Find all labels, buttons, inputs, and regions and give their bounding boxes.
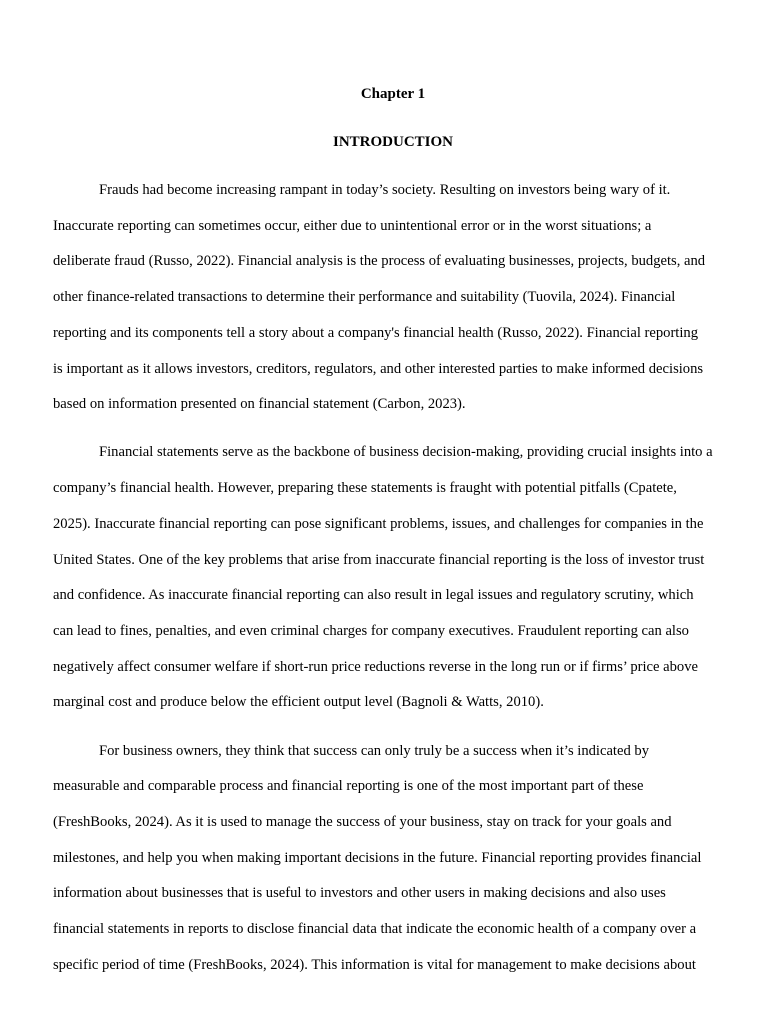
paragraph-1 — [53, 173, 743, 423]
text-line: other finance-related transactions to determine their performance and suitability (Tuovila, 2024). Financial — [53, 289, 676, 306]
text-line: is important as it allows investors, creditors, regulators, and other interested parties to make informed decisions — [53, 360, 704, 377]
paragraph-2 — [53, 435, 743, 721]
text-line: negatively affect consumer welfare if short-run price reductions reverse in the long run or if firms’ price above — [53, 658, 698, 675]
text-line: company’s financial health. However, preparing these statements is fraught with potential pitfalls (Cpatete, — [53, 480, 677, 497]
text-line: and confidence. As inaccurate financial reporting can also result in legal issues and regulatory scrutiny, which — [53, 587, 694, 604]
text-line: measurable and comparable process and financial reporting is one of the most important part of these — [53, 778, 644, 795]
text-line: can lead to fines, penalties, and even criminal charges for company executives. Fraudulent reporting can also — [53, 622, 689, 639]
text-line: Frauds had become increasing rampant in today’s society. Resulting on investors being wary of it. — [99, 182, 671, 198]
text-line: (FreshBooks, 2024). As it is used to manage the success of your business, stay on track for your goals and — [53, 813, 672, 830]
text-line: Inaccurate reporting can sometimes occur, either due to unintentional error or in the worst situations; a — [53, 217, 652, 234]
chapter-heading: Chapter 1 — [360, 86, 426, 102]
text-line: For business owners, they think that success can only truly be a success when it’s indicated by — [99, 742, 649, 759]
text-line: Financial statements serve as the backbone of business decision-making, providing crucial insights into a — [99, 444, 713, 461]
document-body — [53, 173, 743, 996]
text-line: information about businesses that is useful to investors and other users in making decisions and also uses — [53, 885, 666, 902]
text-line: deliberate fraud (Russo, 2022). Financial analysis is the process of evaluating businesses, projects, budgets, and — [53, 253, 706, 270]
text-line: United States. One of the key problems that arise from inaccurate financial reporting is the loss of investor trust — [53, 551, 705, 568]
text-line: specific period of time (FreshBooks, 2024). This information is vital for management to make decisions about — [53, 956, 696, 973]
section-heading: INTRODUCTION — [332, 134, 453, 150]
paragraph-3 — [53, 734, 743, 984]
text-line: marginal cost and produce below the efficient output level (Bagnoli & Watts, 2010). — [53, 694, 544, 711]
text-line: based on information presented on financial statement (Carbon, 2023). — [53, 396, 466, 413]
text-line: 2025). Inaccurate financial reporting can pose significant problems, issues, and challenges for companies in the — [53, 515, 704, 532]
text-line: reporting and its components tell a story about a company's financial health (Russo, 2022). Financial reporting — [53, 324, 699, 341]
text-line: milestones, and help you when making important decisions in the future. Financial reporting provides financial — [53, 849, 702, 866]
text-line: financial statements in reports to disclose financial data that indicate the economic health of a company over a — [53, 921, 697, 938]
